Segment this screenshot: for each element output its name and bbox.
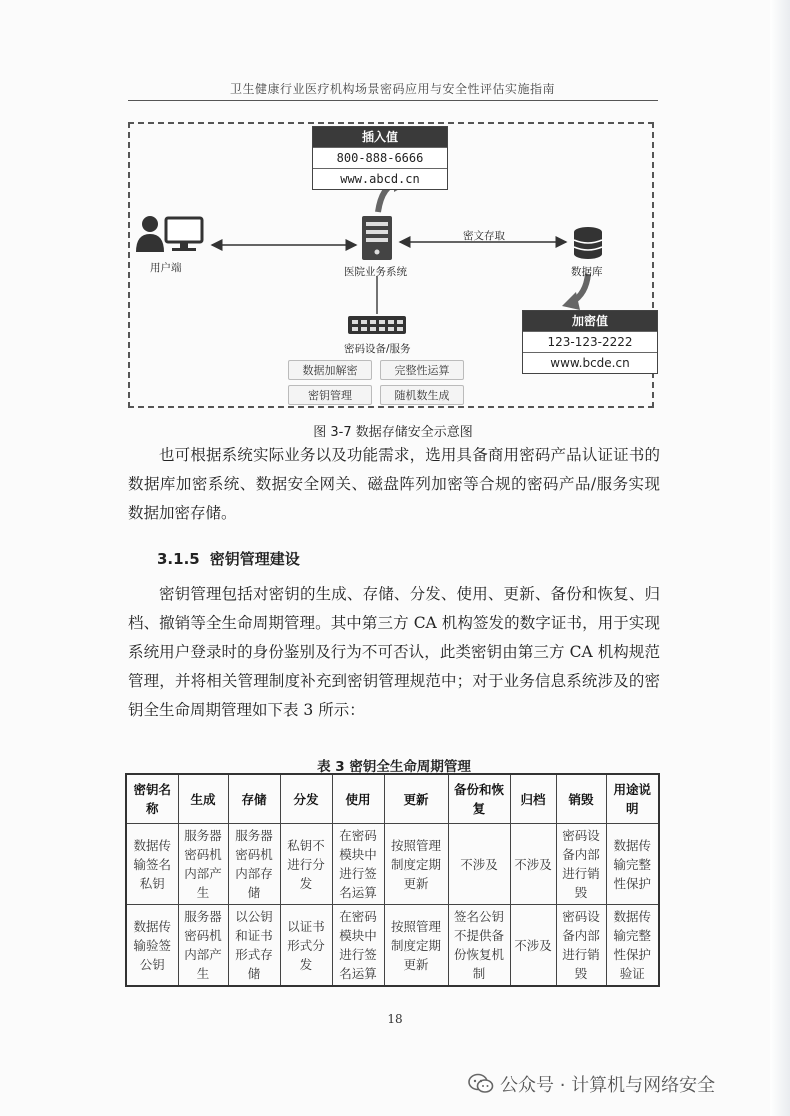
user-label: 用户端: [150, 262, 182, 274]
chip-encrypt-decrypt: 数据加解密: [288, 360, 372, 380]
table-header-cell: 生成: [178, 774, 228, 824]
table-cell: 以公钥和证书形式存储: [228, 905, 280, 987]
section-title: 密钥管理建设: [209, 550, 300, 568]
server-icon: [362, 216, 392, 260]
table-header-cell: 更新: [384, 774, 448, 824]
encrypted-value-url: www.bcde.cn: [523, 352, 657, 373]
table-cell: 签名公钥不提供备份恢复机制: [448, 905, 510, 987]
table-cell: 数据传输签名私钥: [126, 824, 178, 905]
table-cell: 服务器密码机内部存储: [228, 824, 280, 905]
crypto-device-icon: [348, 316, 406, 334]
encrypted-card: [522, 310, 658, 374]
table-cell: 服务器密码机内部产生: [178, 824, 228, 905]
chip-key-management: 密钥管理: [288, 385, 372, 405]
table-header-cell: 存储: [228, 774, 280, 824]
crypto-device-label: 密码设备/服务: [344, 343, 411, 355]
chip-integrity: 完整性运算: [380, 360, 464, 380]
paragraph-storage: 也可根据系统实际业务以及功能需求，选用具备商用密码产品认证证书的数据库加密系统、数据安全网关、磁盘阵列加密等合规的密码产品/服务实现数据加密存储。: [128, 446, 660, 522]
paragraph-key-management: 密钥管理包括对密钥的生成、存储、分发、使用、更新、备份和恢复、归档、撤销等全生命周期管理。其中第三方 CA 机构签发的数字证书，用于实现系统用户登录时的身份鉴别及行为不可否认，此类密钥由第三方 CA 机构规范管理，并将相关管理制度补充到密钥管理规范中；对于业务信息系统涉及的密钥全生命周期管理如下表 3 所示：: [128, 585, 660, 719]
plaintext-card: [312, 126, 448, 190]
watermark: [468, 1071, 715, 1100]
data-storage-diagram: [128, 122, 654, 408]
table-header-cell: 使用: [332, 774, 384, 824]
table-cell: 密码设备内部进行销毁: [556, 905, 606, 987]
table-cell: 不涉及: [510, 905, 556, 987]
table-header-cell: 销毁: [556, 774, 606, 824]
figure-caption: 图 3-7 数据存储安全示意图: [313, 425, 473, 440]
table-cell: 不涉及: [510, 824, 556, 905]
encrypted-value-phone: 123-123-2222: [523, 331, 657, 352]
table-cell: 按照管理制度定期更新: [384, 905, 448, 987]
wechat-icon: [468, 1073, 494, 1100]
plaintext-value-url: www.abcd.cn: [313, 168, 447, 189]
section-heading: [157, 548, 300, 569]
database-icon: [574, 227, 602, 259]
plaintext-card-title: 插入值: [313, 127, 447, 147]
header-rule: [128, 100, 658, 101]
table-cell: 数据传输完整性保护: [606, 824, 659, 905]
table-cell: 以证书形式分发: [280, 905, 332, 987]
table-cell: 不涉及: [448, 824, 510, 905]
table-cell: 服务器密码机内部产生: [178, 905, 228, 987]
table-cell: 在密码模块中进行签名运算: [332, 905, 384, 987]
watermark-text: 公众号 · 计算机与网络安全: [500, 1075, 716, 1096]
table-header-cell: 密钥名称: [126, 774, 178, 824]
table-cell: 按照管理制度定期更新: [384, 824, 448, 905]
table-header-cell: 分发: [280, 774, 332, 824]
table-cell: 数据传输验签公钥: [126, 905, 178, 987]
encrypted-card-title: 加密值: [523, 311, 657, 331]
cipher-access-label: 密文存取: [463, 230, 505, 242]
table-row: [126, 905, 659, 987]
table-caption: 表 3 密钥全生命周期管理: [317, 759, 471, 775]
running-header: 卫生健康行业医疗机构场景密码应用与安全性评估实施指南: [229, 82, 555, 96]
table-cell: 密码设备内部进行销毁: [556, 824, 606, 905]
db-label: 数据库: [571, 266, 603, 278]
system-label: 医院业务系统: [344, 266, 407, 278]
plaintext-value-phone: 800-888-6666: [313, 147, 447, 168]
table-row: [126, 824, 659, 905]
section-number: 3.1.5: [157, 550, 200, 568]
table-cell: 在密码模块中进行签名运算: [332, 824, 384, 905]
table-header-cell: 用途说明: [606, 774, 659, 824]
table-header-row: [126, 774, 659, 824]
page-edge-shadow: [770, 0, 790, 1116]
chip-random-number: 随机数生成: [380, 385, 464, 405]
table-cell: 数据传输完整性保护验证: [606, 905, 659, 987]
page-number: 18: [387, 1012, 403, 1026]
table-header-cell: 归档: [510, 774, 556, 824]
table-cell: 私钥不进行分发: [280, 824, 332, 905]
table-header-cell: 备份和恢复: [448, 774, 510, 824]
user-terminal-icon: [136, 216, 202, 252]
key-lifecycle-table: [125, 773, 660, 987]
